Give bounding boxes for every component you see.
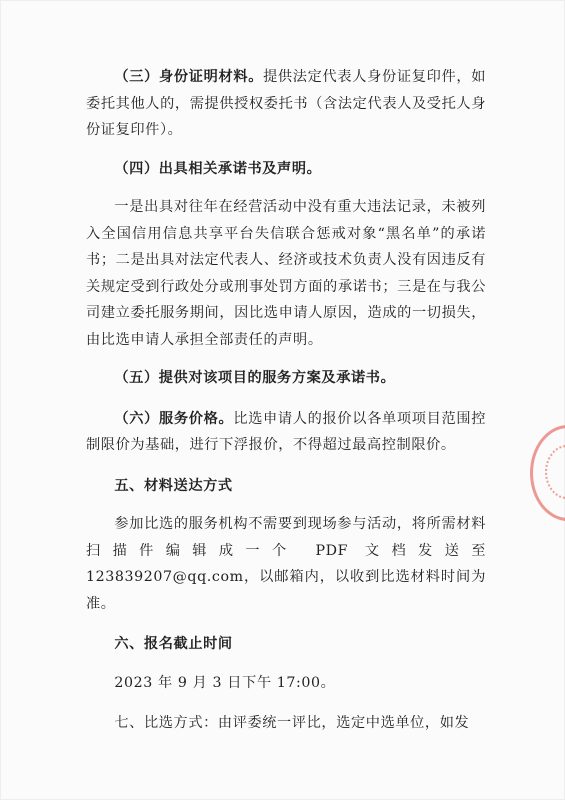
document-body (86, 64, 486, 737)
paragraph-service-plan (86, 365, 486, 392)
paragraph-identity-docs (86, 64, 486, 144)
paragraph-delivery-text: 参加比选的服务机构不需要到现场参与活动，将所需材料扫描件编辑成一个 PDF 文档发送至 123839207@qq.com，以邮箱内，以收到比选材料时间为准。 (86, 516, 486, 612)
paragraph-selection-method: 七、比选方式：由评委统一评比，选定中选单位，如发 (114, 715, 470, 731)
heading-service-plan: （五）提供对该项目的服务方案及承诺书。 (114, 370, 396, 386)
heading-service-price: （六）服务价格。 (114, 410, 234, 427)
section-title-delivery: 五、材料送达方式 (114, 477, 233, 494)
section-title-deadline: 六、报名截止时间 (114, 636, 233, 652)
paragraph-commitment-text: 一是出具对往年在经营活动中没有重大违法记录，未被列入全国信用信息共享平台失信联合惩戒对象“黑名单”的承诺书；二是出具对法定代表人、经济或技术负责人没有因违反有关规定受到行政处分或刑事处罚方面的承诺书；三是在与我公司建立委托服务期间，因比选申请人原因，造成的一切损失，由比选申请人承担全部责任的声明。 (86, 199, 486, 348)
paragraph-service-price (86, 406, 486, 459)
paragraph-commitment-heading (86, 156, 486, 183)
text-service-price: 比选申请人的报价以各单项项目范围控制限价为基础，进行下浮报价，不得超过最高控制限价。 (86, 410, 486, 453)
text-identity-docs: 提供法定代表人身份证复印件，如委托其他人的，需提供授权委托书（含法定代表人及受托人身份证复印件）。 (86, 69, 486, 138)
heading-identity-docs: （三）身份证明材料。 (114, 69, 264, 85)
paragraph-deadline-text: 2023 年 9 月 3 日下午 17:00。 (114, 674, 336, 691)
heading-commitment: （四）出具相关承诺书及声明。 (114, 160, 322, 177)
